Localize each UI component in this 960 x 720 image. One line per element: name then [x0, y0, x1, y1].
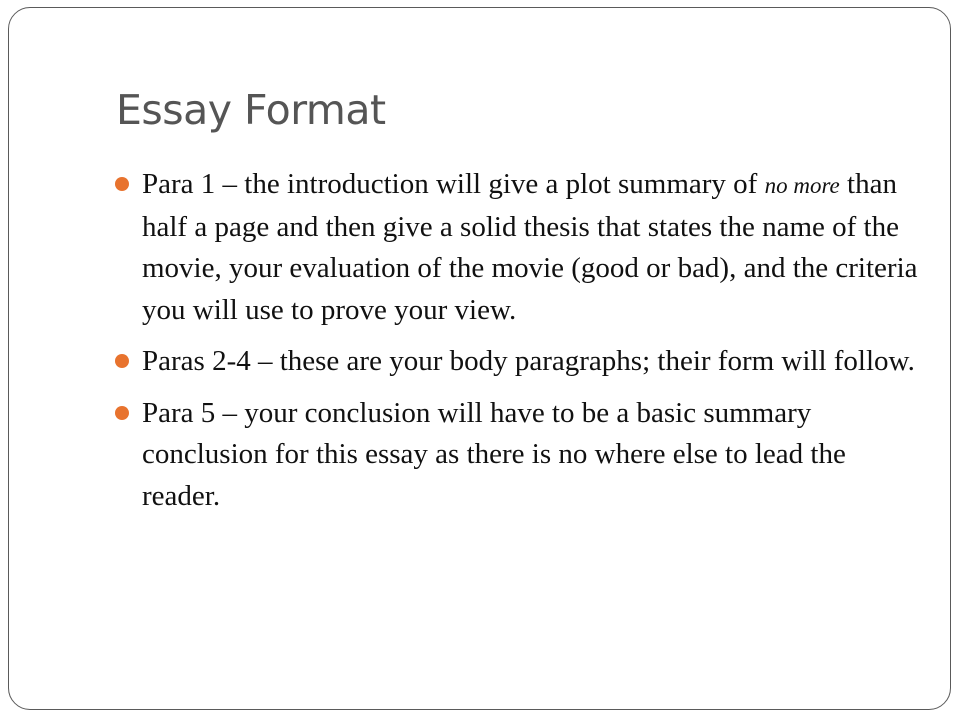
bullet-list — [114, 164, 924, 527]
slide-frame — [8, 7, 951, 710]
bullet-paras-2-4-text: Paras 2-4 – these are your body paragraphs; their form will follow. — [142, 345, 915, 377]
bullet-para-1 — [114, 164, 924, 331]
bullet-para-1-text-after: than half a page and then give a solid thesis that states the name of the movie, your evaluation of the movie (good or bad), and the criteria you will use to prove your view. — [142, 168, 918, 326]
bullet-paras-2-4 — [114, 341, 924, 383]
bullet-para-1-emphasis: no more — [764, 173, 840, 198]
bullet-dot-icon — [115, 177, 129, 191]
bullet-para-5-text: Para 5 – your conclusion will have to be a basic summary conclusion for this essay as there is no where else to lead the reader. — [142, 396, 846, 512]
slide-title: Essay Format — [116, 86, 386, 134]
bullet-para-5 — [114, 393, 924, 518]
bullet-dot-icon — [115, 354, 129, 368]
bullet-para-1-text-before: Para 1 – the introduction will give a plot summary of — [142, 168, 765, 200]
bullet-dot-icon — [115, 406, 129, 420]
